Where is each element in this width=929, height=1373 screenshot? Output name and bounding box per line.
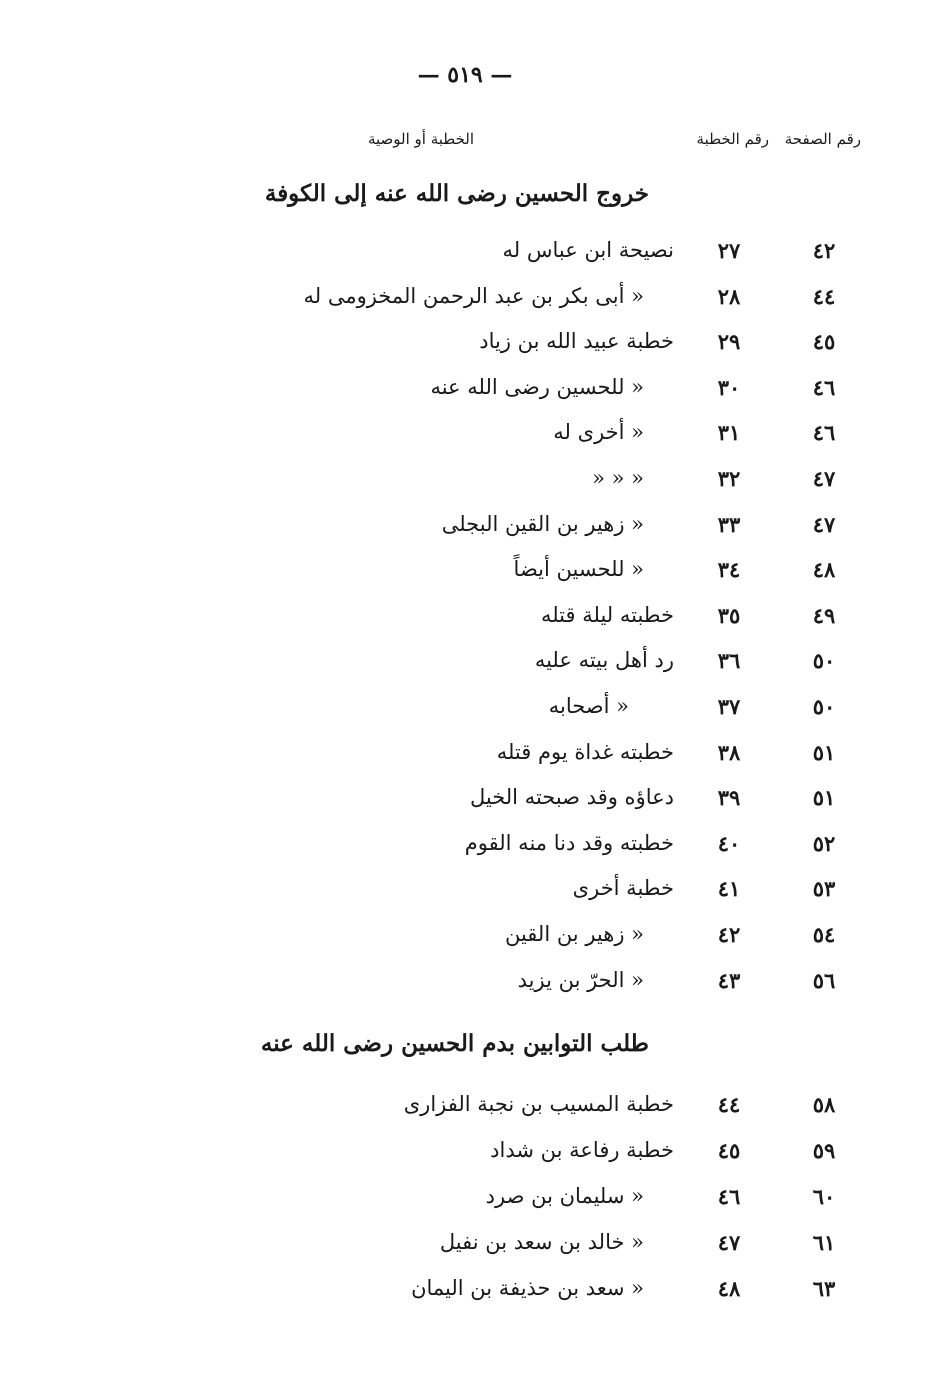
row-page: ٤٩ [812,602,836,628]
row-number: ٣٥ [717,602,741,628]
row-title: نصيحة ابن عباس له [502,238,674,262]
row-page: ٤٦ [812,374,836,400]
row-title: « زهير بن القين البجلى [441,511,644,536]
row-title: خطبة أخرى [572,876,674,901]
row-number: ٤٤ [717,1092,741,1117]
section-title: طلب التوابين بدم الحسين رضى الله عنه [260,1030,649,1057]
row-page: ٤٨ [812,557,836,583]
row-number: ٣٦ [717,648,741,674]
row-number: ٣٨ [717,739,741,765]
table-row [0,1092,929,1138]
table-row [0,284,929,330]
table-row [0,740,929,786]
row-number: ٤٠ [717,830,741,856]
table-row [0,648,929,694]
page-number: — ٥١٩ — [417,62,513,88]
table-row [0,420,929,466]
table-row [0,1276,929,1322]
table-row [0,603,929,649]
section-title: خروج الحسين رضى الله عنه إلى الكوفة [264,180,649,207]
section-rows [0,1092,929,1322]
row-title: خطبته ليلة قتله [540,602,674,627]
header-sermon-number: رقم الخطبة [696,130,769,148]
header-sermon-title: الخطبة أو الوصية [367,130,474,148]
table-row [0,238,929,284]
row-number: ٤٣ [717,967,741,993]
row-page: ٤٥ [812,329,836,355]
row-page: ٥٢ [812,830,836,856]
row-page: ٥٠ [812,648,836,674]
table-row [0,512,929,558]
row-page: ٤٧ [812,511,836,537]
row-page: ٦٠ [812,1184,836,1209]
row-page: ٤٧ [812,465,836,491]
row-title: « أبى بكر بن عبد الرحمن المخزومى له [303,283,644,308]
table-row [0,466,929,512]
row-title: خطبته غداة يوم قتله [496,739,674,764]
row-title: « أخرى له [553,420,644,445]
row-page: ٥١ [812,785,836,811]
table-row [0,785,929,831]
row-title: « خالد بن سعد بن نفيل [439,1230,644,1254]
row-title: « سليمان بن صرد [485,1184,644,1208]
row-number: ٤٥ [717,1138,741,1163]
row-number: ٣١ [717,420,741,446]
row-number: ٤٧ [717,1230,741,1255]
row-title: « زهير بن القين [504,921,644,946]
row-number: ٢٨ [717,283,741,309]
row-page: ٤٢ [812,238,836,263]
row-page: ٥٩ [812,1138,836,1163]
row-page: ٦٣ [812,1276,836,1301]
table-row [0,876,929,922]
row-title: خطبة رفاعة بن شداد [490,1138,674,1162]
row-title: خطبته وقد دنا منه القوم [464,830,674,855]
table-row [0,968,929,1014]
row-title: « « « [592,465,644,490]
row-page: ٥١ [812,739,836,765]
row-page: ٤٤ [812,283,836,309]
row-page: ٥٣ [812,876,836,902]
table-row [0,831,929,877]
row-title: « الحرّ بن يزيد [517,967,644,992]
table-row [0,1230,929,1276]
table-row [0,329,929,375]
table-row [0,922,929,968]
row-number: ٤٨ [717,1276,741,1301]
row-title: خطبة عبيد الله بن زياد [479,329,674,354]
row-title: « للحسين رضى الله عنه [430,374,644,399]
table-row [0,557,929,603]
table-row [0,1184,929,1230]
row-page: ٦١ [812,1230,836,1255]
row-number: ٢٧ [717,238,741,263]
row-number: ٣٢ [717,465,741,491]
row-number: ٤٦ [717,1184,741,1209]
table-row [0,375,929,421]
row-title: « سعد بن حذيفة بن اليمان [411,1276,644,1300]
row-title: دعاؤه وقد صبحته الخيل [469,785,674,810]
row-page: ٤٦ [812,420,836,446]
row-number: ٤٢ [717,921,741,947]
row-number: ٣٩ [717,785,741,811]
row-page: ٥٦ [812,967,836,993]
row-title: خطبة المسيب بن نجبة الفزارى [403,1092,674,1116]
section-rows [0,238,929,1013]
row-title: رد أهل بيته عليه [534,648,674,673]
row-number: ٣٠ [717,374,741,400]
row-number: ٤١ [717,876,741,902]
row-number: ٣٧ [717,693,741,719]
row-page: ٥٠ [812,693,836,719]
table-row [0,694,929,740]
row-number: ٣٤ [717,557,741,583]
row-number: ٢٩ [717,329,741,355]
row-number: ٣٣ [717,511,741,537]
row-title: « للحسين أيضاً [513,557,644,582]
table-row [0,1138,929,1184]
column-headers [0,130,929,160]
row-page: ٥٨ [812,1092,836,1117]
header-page-number: رقم الصفحة [784,130,861,148]
row-title: « أصحابه [548,693,629,718]
row-page: ٥٤ [812,921,836,947]
